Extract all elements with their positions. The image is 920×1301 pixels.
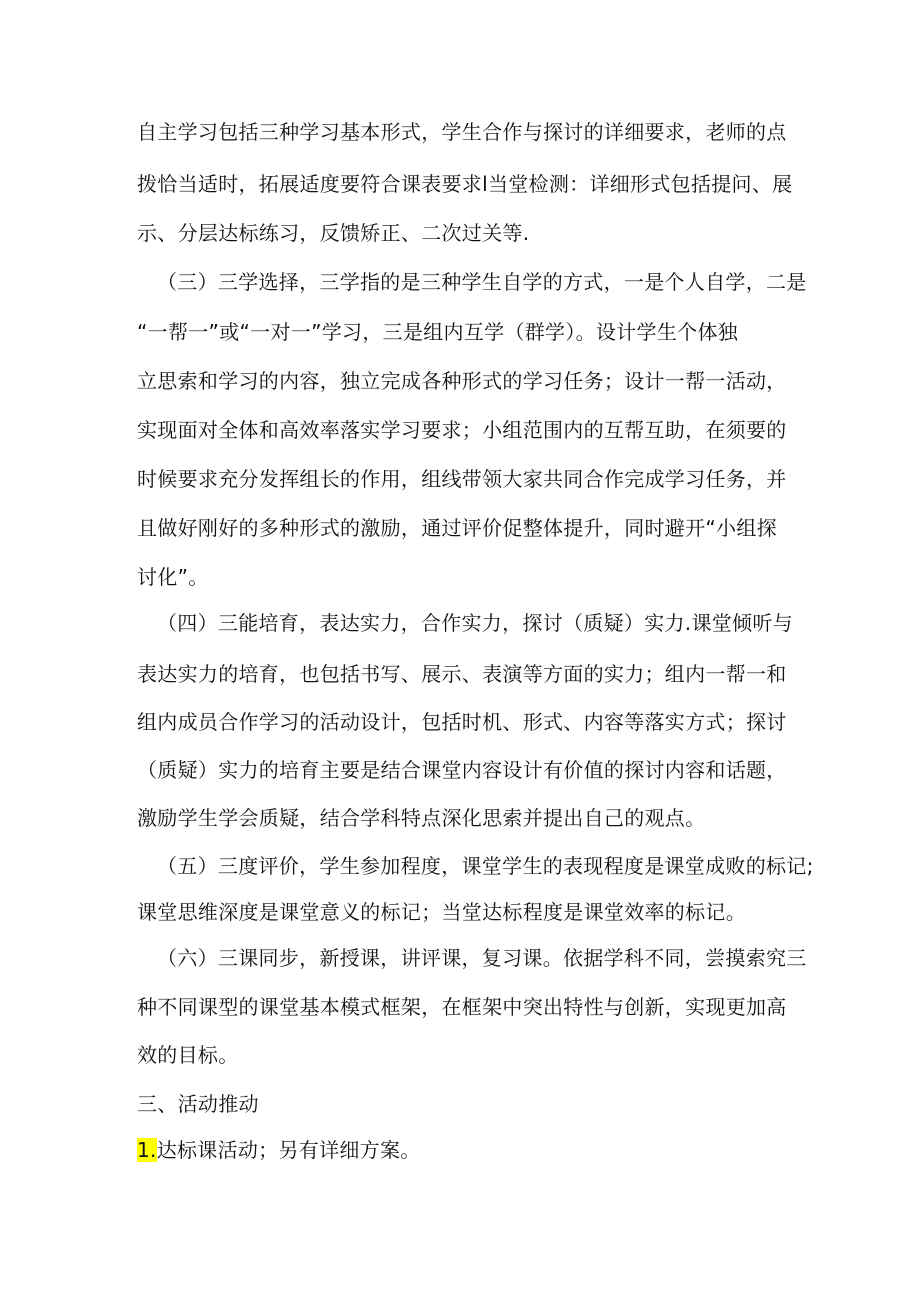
- text-line: 表达实力的培育，也包括书写、展示、表演等方面的实力；组内一帮一和: [137, 662, 787, 686]
- text-line: 时候要求充分发挥组长的作用，组线带领大家共同合作完成学习任务，并: [137, 467, 787, 491]
- paragraph-four-start: （四）三能培育，表达实力，合作实力，探讨（质疑）实力.课堂倾听与: [157, 611, 793, 635]
- text-line: 种不同课型的课堂基本模式框架，在框架中突出特性与创新，实现更加高: [137, 995, 787, 1019]
- text-line: （质疑）实力的培育主要是结合课堂内容设计有价值的探讨内容和话题，: [137, 758, 787, 782]
- paragraph-five-start: （五）三度评价，学生参加程度，课堂学生的表现程度是课堂成败的标记;: [157, 854, 814, 878]
- text-line: 且做好刚好的多种形式的激励，通过评价促整体提升，同时避开“小组探: [137, 516, 777, 540]
- list-item-text: 达标课活动；另有详细方案。: [156, 1138, 421, 1162]
- list-item: [137, 1136, 421, 1164]
- text-line: 立思索和学习的内容，独立完成各种形式的学习任务；设计一帮一活动，: [137, 369, 787, 393]
- text-line: 自主学习包括三种学习基本形式，学生合作与探讨的详细要求，老师的点: [137, 120, 787, 144]
- text-line: 讨化”。: [137, 565, 209, 589]
- text-line: 拨恰当适时，拓展适度要符合课表要求l当堂检测：详细形式包括提问、展: [137, 172, 793, 196]
- text-line: 实现面对全体和高效率落实学习要求；小组范围内的互帮互助，在须要的: [137, 418, 787, 442]
- text-line: “一帮一”或“一对一”学习，三是组内互学（群学）。设计学生个体独: [137, 320, 739, 344]
- paragraph-six-start: （六）三课同步，新授课，讲评课，复习课。依据学科不同，尝摸索究三: [157, 946, 807, 970]
- text-line: 效的目标。: [137, 1043, 239, 1067]
- text-line: 示、分层达标练习，反馈矫正、二次过关等.: [137, 221, 530, 245]
- text-line: 激励学生学会质疑，结合学科特点深化思索并提出自己的观点。: [137, 806, 706, 830]
- text-line: 课堂思维深度是课堂意义的标记；当堂达标程度是课堂效率的标记。: [137, 900, 746, 924]
- section-heading: 三、活动推动: [137, 1092, 259, 1116]
- paragraph-three-start: （三）三学选择，三学指的是三种学生自学的方式，一是个人自学，二是: [157, 270, 807, 294]
- text-line: 组内成员合作学习的活动设计，包括时机、形式、内容等落实方式；探讨: [137, 710, 787, 734]
- list-item-number: 1.: [137, 1138, 157, 1162]
